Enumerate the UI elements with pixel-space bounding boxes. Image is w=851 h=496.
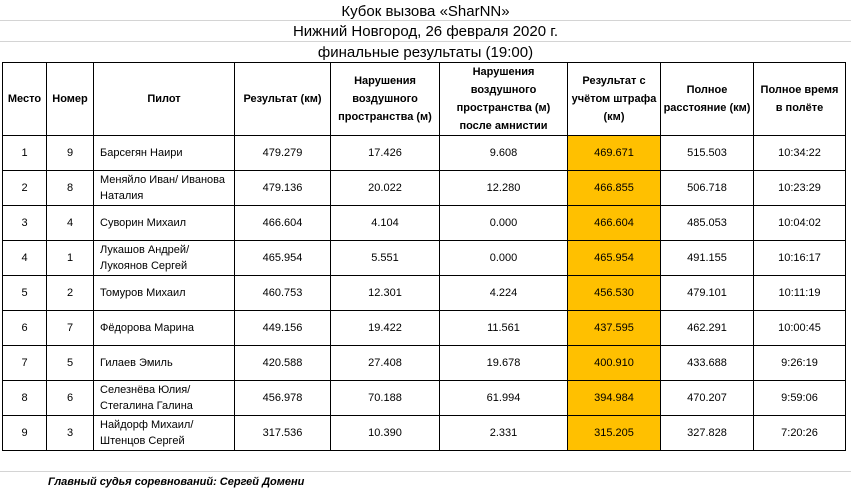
cell-violation-amnesty[interactable]: 9.608 bbox=[440, 136, 568, 171]
results-table bbox=[2, 62, 846, 451]
cell-time[interactable]: 10:04:02 bbox=[754, 206, 846, 241]
cell-penalty-result[interactable]: 315.205 bbox=[568, 416, 661, 451]
cell-violation[interactable]: 10.390 bbox=[331, 416, 440, 451]
col-header-place[interactable]: Место bbox=[3, 63, 47, 136]
cell-place[interactable]: 6 bbox=[3, 311, 47, 346]
cell-number[interactable]: 9 bbox=[47, 136, 94, 171]
cell-penalty-result[interactable]: 400.910 bbox=[568, 346, 661, 381]
cell-distance[interactable]: 433.688 bbox=[661, 346, 754, 381]
cell-pilot[interactable]: Найдорф Михаил/ Штенцов Сергей bbox=[94, 416, 235, 451]
cell-violation-amnesty[interactable]: 0.000 bbox=[440, 206, 568, 241]
cell-violation-amnesty[interactable]: 2.331 bbox=[440, 416, 568, 451]
cell-result[interactable]: 465.954 bbox=[235, 241, 331, 276]
cell-time[interactable]: 7:20:26 bbox=[754, 416, 846, 451]
cell-number[interactable]: 8 bbox=[47, 171, 94, 206]
col-header-violation[interactable]: Нарушения воздушного пространства (м) bbox=[331, 63, 440, 136]
table-row bbox=[3, 206, 846, 241]
cell-violation[interactable]: 20.022 bbox=[331, 171, 440, 206]
cell-number[interactable]: 5 bbox=[47, 346, 94, 381]
page-title: Кубок вызова «SharNN» bbox=[341, 3, 510, 20]
cell-pilot[interactable]: Барсегян Наири bbox=[94, 136, 235, 171]
table-row bbox=[3, 276, 846, 311]
chief-judge-note: Главный судья соревнований: Сергей Домени bbox=[48, 476, 305, 488]
cell-distance[interactable]: 506.718 bbox=[661, 171, 754, 206]
table-row bbox=[3, 171, 846, 206]
cell-distance[interactable]: 327.828 bbox=[661, 416, 754, 451]
table-row bbox=[3, 416, 846, 451]
cell-penalty-result[interactable]: 394.984 bbox=[568, 381, 661, 416]
cell-pilot[interactable]: Гилаев Эмиль bbox=[94, 346, 235, 381]
cell-distance[interactable]: 479.101 bbox=[661, 276, 754, 311]
col-header-result[interactable]: Результат (км) bbox=[235, 63, 331, 136]
cell-result[interactable]: 479.136 bbox=[235, 171, 331, 206]
cell-distance[interactable]: 515.503 bbox=[661, 136, 754, 171]
cell-place[interactable]: 5 bbox=[3, 276, 47, 311]
cell-place[interactable]: 4 bbox=[3, 241, 47, 276]
cell-pilot[interactable]: Меняйло Иван/ Иванова Наталия bbox=[94, 171, 235, 206]
cell-time[interactable]: 10:00:45 bbox=[754, 311, 846, 346]
cell-result[interactable]: 449.156 bbox=[235, 311, 331, 346]
cell-penalty-result[interactable]: 466.604 bbox=[568, 206, 661, 241]
sheet-gridline bbox=[0, 20, 851, 21]
cell-result[interactable]: 466.604 bbox=[235, 206, 331, 241]
cell-place[interactable]: 7 bbox=[3, 346, 47, 381]
table-row bbox=[3, 241, 846, 276]
cell-violation[interactable]: 19.422 bbox=[331, 311, 440, 346]
cell-time[interactable]: 10:34:22 bbox=[754, 136, 846, 171]
cell-violation[interactable]: 27.408 bbox=[331, 346, 440, 381]
col-header-time[interactable]: Полное время в полёте bbox=[754, 63, 846, 136]
cell-violation[interactable]: 12.301 bbox=[331, 276, 440, 311]
cell-violation-amnesty[interactable]: 4.224 bbox=[440, 276, 568, 311]
cell-penalty-result[interactable]: 469.671 bbox=[568, 136, 661, 171]
cell-violation[interactable]: 70.188 bbox=[331, 381, 440, 416]
cell-time[interactable]: 10:23:29 bbox=[754, 171, 846, 206]
cell-number[interactable]: 4 bbox=[47, 206, 94, 241]
cell-place[interactable]: 8 bbox=[3, 381, 47, 416]
cell-number[interactable]: 6 bbox=[47, 381, 94, 416]
cell-violation-amnesty[interactable]: 0.000 bbox=[440, 241, 568, 276]
cell-result[interactable]: 456.978 bbox=[235, 381, 331, 416]
cell-distance[interactable]: 462.291 bbox=[661, 311, 754, 346]
col-header-pilot[interactable]: Пилот bbox=[94, 63, 235, 136]
cell-number[interactable]: 2 bbox=[47, 276, 94, 311]
cell-distance[interactable]: 491.155 bbox=[661, 241, 754, 276]
cell-violation[interactable]: 17.426 bbox=[331, 136, 440, 171]
sheet-gridline bbox=[0, 471, 851, 472]
col-header-distance[interactable]: Полное расстояние (км) bbox=[661, 63, 754, 136]
cell-violation[interactable]: 5.551 bbox=[331, 241, 440, 276]
page-subtitle: Нижний Новгород, 26 февраля 2020 г. bbox=[292, 23, 559, 40]
cell-violation-amnesty[interactable]: 61.994 bbox=[440, 381, 568, 416]
cell-penalty-result[interactable]: 466.855 bbox=[568, 171, 661, 206]
cell-place[interactable]: 9 bbox=[3, 416, 47, 451]
cell-violation-amnesty[interactable]: 19.678 bbox=[440, 346, 568, 381]
cell-number[interactable]: 7 bbox=[47, 311, 94, 346]
table-header-row bbox=[3, 63, 846, 136]
cell-pilot[interactable]: Томуров Михаил bbox=[94, 276, 235, 311]
table-row bbox=[3, 381, 846, 416]
cell-violation-amnesty[interactable]: 11.561 bbox=[440, 311, 568, 346]
cell-number[interactable]: 3 bbox=[47, 416, 94, 451]
cell-number[interactable]: 1 bbox=[47, 241, 94, 276]
cell-distance[interactable]: 470.207 bbox=[661, 381, 754, 416]
cell-result[interactable]: 317.536 bbox=[235, 416, 331, 451]
cell-penalty-result[interactable]: 456.530 bbox=[568, 276, 661, 311]
table-row bbox=[3, 136, 846, 171]
cell-distance[interactable]: 485.053 bbox=[661, 206, 754, 241]
cell-time[interactable]: 10:11:19 bbox=[754, 276, 846, 311]
cell-time[interactable]: 9:59:06 bbox=[754, 381, 846, 416]
cell-pilot[interactable]: Лукашов Андрей/ Лукоянов Сергей bbox=[94, 241, 235, 276]
cell-result[interactable]: 479.279 bbox=[235, 136, 331, 171]
cell-place[interactable]: 1 bbox=[3, 136, 47, 171]
cell-result[interactable]: 420.588 bbox=[235, 346, 331, 381]
col-header-number[interactable]: Номер bbox=[47, 63, 94, 136]
sheet-gridline bbox=[0, 41, 851, 42]
cell-violation[interactable]: 4.104 bbox=[331, 206, 440, 241]
cell-pilot[interactable]: Фёдорова Марина bbox=[94, 311, 235, 346]
cell-penalty-result[interactable]: 437.595 bbox=[568, 311, 661, 346]
col-header-violation-amnesty[interactable]: Нарушения воздушного пространства (м) после амнистии bbox=[440, 63, 568, 136]
results-caption: финальные результаты (19:00) bbox=[317, 44, 534, 61]
cell-result[interactable]: 460.753 bbox=[235, 276, 331, 311]
cell-place[interactable]: 2 bbox=[3, 171, 47, 206]
table-row bbox=[3, 311, 846, 346]
cell-penalty-result[interactable]: 465.954 bbox=[568, 241, 661, 276]
cell-place[interactable]: 3 bbox=[3, 206, 47, 241]
table-row bbox=[3, 346, 846, 381]
cell-violation-amnesty[interactable]: 12.280 bbox=[440, 171, 568, 206]
cell-time[interactable]: 9:26:19 bbox=[754, 346, 846, 381]
cell-pilot[interactable]: Селезнёва Юлия/ Стегалина Галина bbox=[94, 381, 235, 416]
cell-pilot[interactable]: Суворин Михаил bbox=[94, 206, 235, 241]
cell-time[interactable]: 10:16:17 bbox=[754, 241, 846, 276]
col-header-penalty-result[interactable]: Результат с учётом штрафа (км) bbox=[568, 63, 661, 136]
